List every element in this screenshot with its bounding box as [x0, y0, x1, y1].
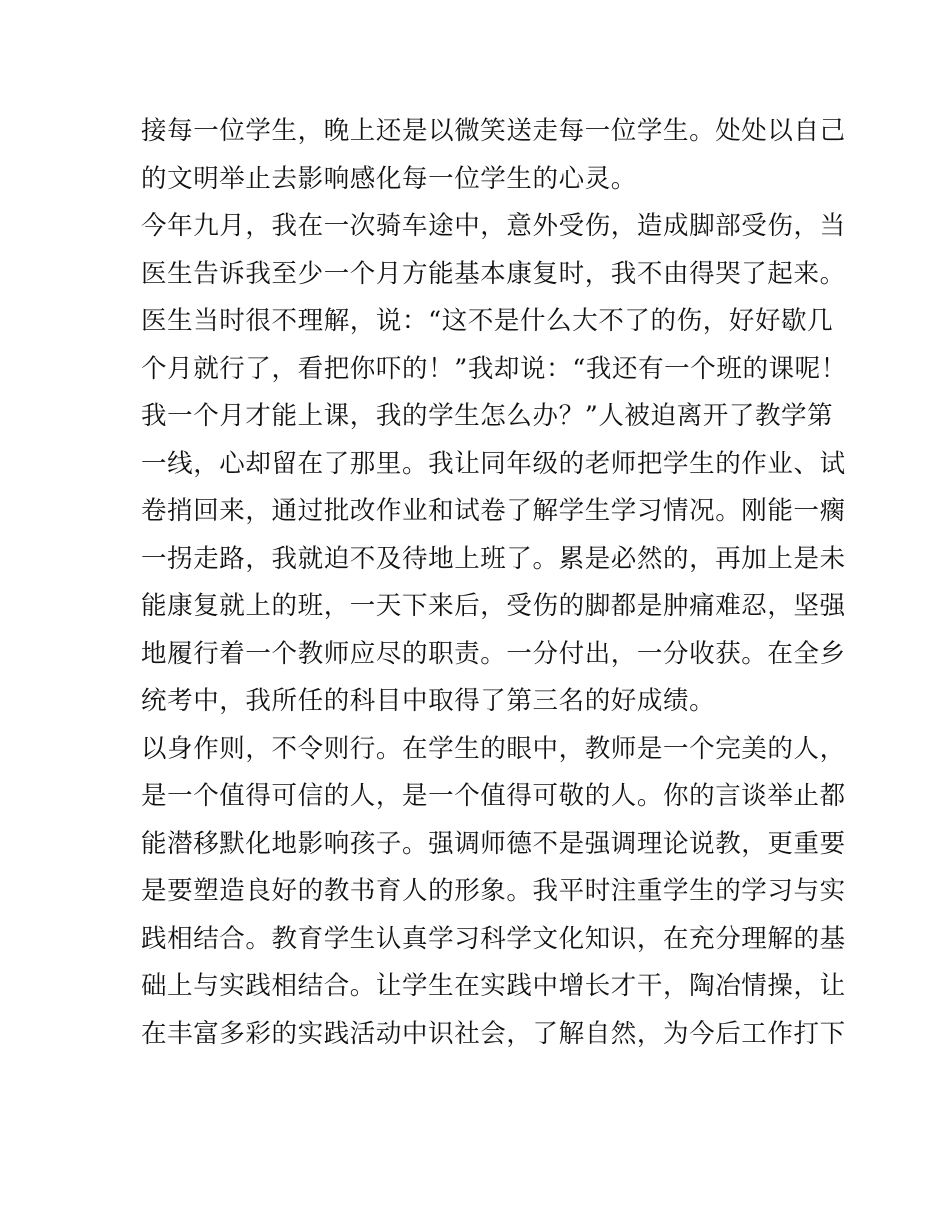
text-line: 能康复就上的班，一天下来后，受伤的脚都是肿痛难忍，坚强 [141, 591, 846, 621]
text-line: 卷捎回来，通过批改作业和试卷了解学生学习情况。刚能一瘸 [141, 496, 846, 526]
text-line: 在丰富多彩的实践活动中识社会，了解自然，为今后工作打下 [141, 1018, 846, 1049]
text-line: 础上与实践相结合。让学生在实践中增长才干，陶冶情操，让 [141, 971, 846, 1001]
body-text [141, 108, 847, 1058]
text-line: 以身作则，不令则行。在学生的眼中，教师是一个完美的人， [141, 733, 846, 764]
text-line: 的文明举止去影响感化每一位学生的心灵。 [141, 163, 637, 194]
text-line: 能潜移默化地影响孩子。强调师德不是强调理论说教，更重要 [141, 828, 846, 859]
text-line: 践相结合。教育学生认真学习科学文化知识，在充分理解的基 [141, 923, 846, 954]
text-line: 是要塑造良好的教书育人的形象。我平时注重学生的学习与实 [141, 876, 846, 906]
text-line: 是一个值得可信的人，是一个值得可敬的人。你的言谈举止都 [141, 781, 846, 811]
text-line: 一线，心却留在了那里。我让同年级的老师把学生的作业、试 [141, 448, 846, 479]
text-line: 地履行着一个教师应尽的职责。一分付出，一分收获。在全乡 [141, 638, 846, 669]
text-line: 接每一位学生，晚上还是以微笑送走每一位学生。处处以自己 [141, 116, 846, 146]
text-line: 个月就行了，看把你吓的！”我却说：“我还有一个班的课呢！ [141, 353, 847, 384]
text-line: 统考中，我所任的科目中取得了第三名的好成绩。 [141, 686, 716, 716]
text-line: 我一个月才能上课，我的学生怎么办？”人被迫离开了教学第 [141, 401, 834, 431]
text-line: 医生当时很不理解，说：“这不是什么大不了的伤，好好歇几 [141, 306, 834, 336]
text-line: 一拐走路，我就迫不及待地上班了。累是必然的，再加上是未 [141, 543, 846, 574]
text-line: 医生告诉我至少一个月方能基本康复时，我不由得哭了起来。 [141, 258, 846, 289]
text-line: 今年九月，我在一次骑车途中，意外受伤，造成脚部受伤，当 [141, 211, 846, 241]
